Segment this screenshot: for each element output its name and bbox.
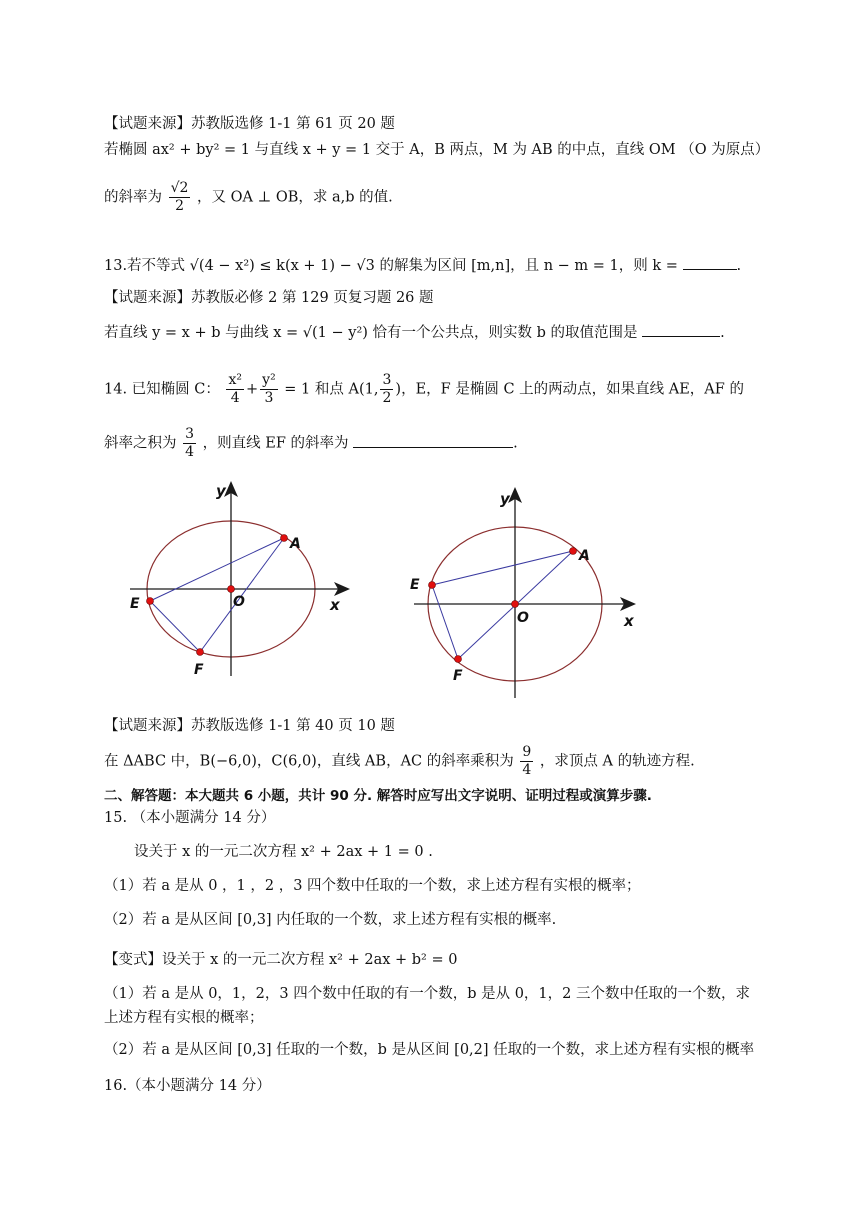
fraction-numerator: x²	[228, 372, 242, 388]
ellipse-figure-left	[120, 478, 360, 678]
label-f: F	[194, 662, 204, 678]
text-segment: 的斜率为	[104, 189, 162, 206]
segment-ea	[432, 551, 573, 585]
problem-text: 若直线 y = x + b 与曲线 x = √(1 − y²) 恰有一个公共点，则实数 b 的取值范围是	[104, 325, 638, 341]
question-16-title: 16.（本小题满分 14 分）	[104, 1078, 271, 1094]
point-o	[228, 586, 235, 593]
text-segment: (1,	[358, 381, 379, 398]
fraction	[169, 180, 191, 215]
question-15-part-1: （1）若 a 是从 0 ，1 ，2 ，3 四个数中任取的一个数，求上述方程有实根的概率；	[104, 878, 641, 894]
text-segment: .	[720, 325, 725, 341]
source-note-2: 【试题来源】苏教版必修 2 第 129 页复习题 26 题	[104, 290, 434, 306]
point-e	[429, 582, 436, 589]
label-o: O	[233, 594, 245, 610]
question-15-part-2: （2）若 a 是从区间 [0,3] 内任取的一个数，求上述方程有实根的概率.	[104, 912, 557, 928]
variant-stem: 【变式】设关于 x 的一元二次方程 x² + 2ax + b² = 0	[104, 952, 458, 968]
text-segment: .	[736, 258, 742, 274]
text-segment: ，则直线 EF 的斜率为	[202, 435, 349, 452]
question-14-line-1	[104, 372, 764, 407]
label-o: O	[517, 610, 529, 626]
question-15-stem: 设关于 x 的一元二次方程 x² + 2ax + 1 = 0 .	[134, 844, 433, 860]
point-a	[570, 548, 577, 555]
text-segment: 在 ΔABC 中，B(−6,0)，C(6,0)，直线 AB，AC 的斜率乘积为	[104, 753, 514, 770]
problem-line-curve	[104, 322, 764, 343]
problem-ellipse-line-2	[104, 180, 764, 215]
label-x: x	[330, 596, 340, 614]
fraction	[380, 372, 393, 407]
label-e: E	[130, 596, 140, 612]
question-14-line-2	[104, 426, 764, 461]
fraction-numerator: √2	[170, 180, 189, 196]
fraction	[520, 744, 533, 779]
text-segment: ，求顶点 A 的轨迹方程.	[539, 753, 695, 770]
fraction	[260, 372, 278, 407]
text-segment: 斜率之积为	[104, 435, 177, 452]
source-note-1: 【试题来源】苏教版选修 1-1 第 61 页 20 题	[104, 116, 395, 132]
fraction	[183, 426, 196, 461]
label-a: A	[290, 536, 301, 552]
question-13	[104, 255, 764, 276]
segment-ef	[150, 601, 200, 652]
fraction-denominator: 4	[230, 390, 240, 406]
section-heading-2: 二、解答题：本大题共 6 小题，共计 90 分. 解答时应写出文字说明、证明过程或演算步骤.	[104, 788, 652, 804]
variant-part-1: （1）若 a 是从 0，1，2，3 四个数中任取的有一个数，b 是从 0，1，2 三个数中任取的一个数，求上述方程有实根的概率；	[104, 986, 750, 1026]
fraction-denominator: 3	[264, 390, 274, 406]
segment-ef	[432, 585, 458, 659]
label-a: A	[579, 548, 590, 564]
point-a	[281, 535, 288, 542]
label-f: F	[453, 668, 463, 684]
fraction-numerator: 3	[382, 372, 392, 388]
text-segment: .	[513, 435, 518, 452]
problem-ellipse-line-1: 若椭圆 ax² + by² = 1 与直线 x + y = 1 交于 A，B 两点，M 为 AB 的中点，直线 OM （O 为原点）	[104, 142, 770, 158]
label-e: E	[410, 577, 420, 593]
fraction-numerator: 9	[522, 744, 532, 760]
fraction	[226, 372, 244, 407]
text-segment: 14. 已知椭圆 C：	[104, 381, 220, 398]
point-f	[455, 656, 462, 663]
ellipse-figure-right	[400, 482, 650, 702]
point-e	[147, 598, 154, 605]
question-15-title: 15. （本小题满分 14 分）	[104, 810, 276, 826]
point-f	[197, 649, 204, 656]
answer-blank	[683, 255, 737, 270]
fraction-denominator: 2	[175, 198, 184, 214]
label-x: x	[624, 612, 634, 630]
fraction-numerator: 3	[185, 426, 195, 442]
text-segment: +	[246, 381, 259, 398]
question-13-text: 13.若不等式 √(4 − x²) ≤ k(x + 1) − √3 的解集为区间 [m,n]，且 n − m = 1，则 k =	[104, 258, 678, 274]
fraction-denominator: 4	[185, 444, 195, 460]
problem-triangle	[104, 744, 764, 779]
fraction-denominator: 2	[382, 390, 392, 406]
fraction-denominator: 4	[522, 762, 532, 778]
answer-blank	[642, 322, 720, 337]
text-segment: )	[395, 381, 402, 398]
answer-blank	[353, 433, 513, 448]
fraction-numerator: y²	[262, 372, 276, 388]
segment-ea	[150, 538, 284, 601]
label-y: y	[216, 482, 226, 500]
text-segment: ，E，F 是椭圆 C 上的两动点，如果直线 AE，AF 的	[401, 381, 744, 398]
variant-part-2: （2）若 a 是从区间 [0,3] 任取的一个数，b 是从区间 [0,2] 任取的一个数，求上述方程有实根的概率	[104, 1042, 755, 1058]
label-y: y	[500, 490, 510, 508]
source-note-3: 【试题来源】苏教版选修 1-1 第 40 页 10 题	[104, 718, 395, 734]
point-o	[512, 601, 519, 608]
text-segment: = 1 和点 A	[284, 381, 359, 398]
text-segment: ，又 OA ⊥ OB，求 a,b 的值.	[197, 189, 393, 206]
